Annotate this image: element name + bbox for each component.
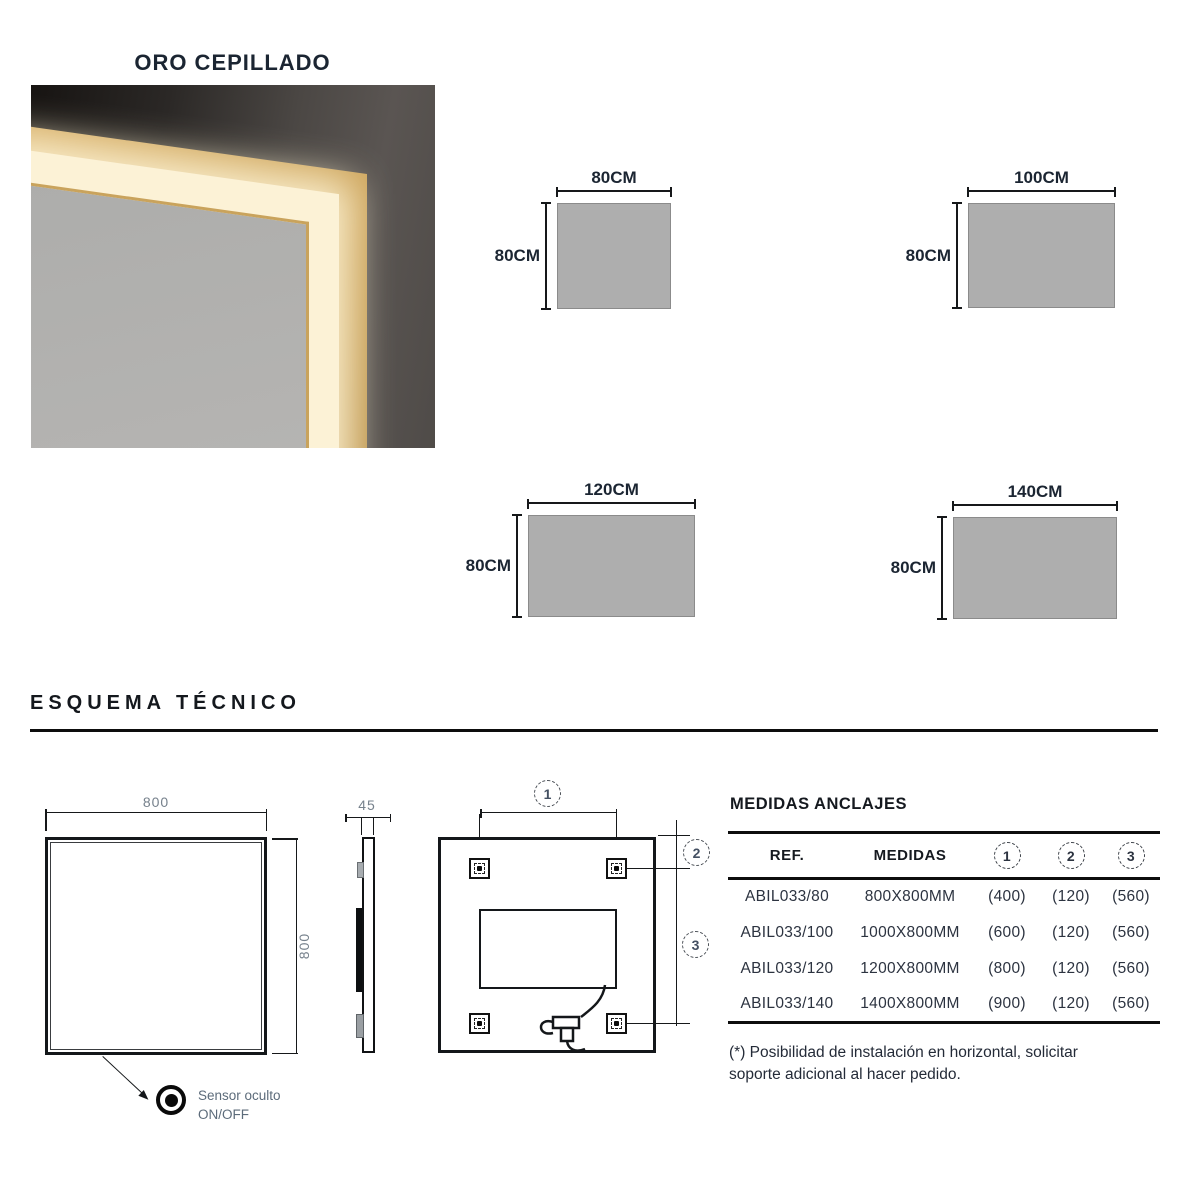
callout-3 <box>682 931 709 958</box>
mirror-outline <box>528 515 695 617</box>
col-ref: REF. <box>769 847 805 864</box>
side-mount-rail <box>356 908 362 992</box>
side-depth-dimension-line <box>345 817 391 818</box>
anchor-table <box>728 831 1160 1024</box>
side-extension-line <box>361 818 362 835</box>
front-width-value: 800 <box>142 794 170 810</box>
col-3 <box>1102 833 1160 879</box>
col-medidas: MEDIDAS <box>873 847 947 864</box>
right-dimension-line <box>676 820 677 1026</box>
height-dimension-line <box>956 203 958 308</box>
cell-ref: ABIL033/120 <box>740 959 834 977</box>
cell-d2: (120) <box>1052 994 1090 1012</box>
height-dimension-line <box>516 515 518 617</box>
col-1-circle: 1 <box>994 842 1021 869</box>
table-row <box>728 915 1160 951</box>
width-label: 120CM <box>584 480 639 499</box>
power-cable-and-plug <box>515 983 625 1055</box>
front-width-dimension-line <box>45 812 267 813</box>
callout-2-number: 2 <box>692 844 701 861</box>
cell-ref: ABIL033/80 <box>744 888 829 906</box>
height-label: 80CM <box>494 246 540 265</box>
side-bracket-bottom <box>356 1014 364 1038</box>
cell-medidas: 1000X800MM <box>860 923 960 941</box>
cell-d2: (120) <box>1052 923 1090 941</box>
product-photo <box>31 85 435 448</box>
footnote-line2: soporte adicional al hacer pedido. <box>729 1066 961 1083</box>
cell-d2: (120) <box>1052 959 1090 977</box>
mirror-outline <box>557 203 671 309</box>
callout-1 <box>534 780 561 807</box>
footnote-line1: (*) Posibilidad de instalación en horizontal, solicitar <box>729 1044 1078 1061</box>
anchor-point <box>469 858 490 879</box>
cell-d3: (560) <box>1112 994 1150 1012</box>
cell-d3: (560) <box>1112 888 1150 906</box>
cell-d1: (400) <box>988 888 1026 906</box>
cell-medidas: 1400X800MM <box>860 994 960 1012</box>
sensor-label-line2: ON/OFF <box>198 1107 249 1122</box>
side-extension-line <box>373 818 374 835</box>
cell-ref: ABIL033/140 <box>740 994 834 1012</box>
height-label: 80CM <box>905 245 951 265</box>
height-label: 80CM <box>890 558 936 577</box>
anchor-table-title: MEDIDAS ANCLAJES <box>730 795 907 813</box>
mirror-outline <box>968 203 1115 308</box>
table-row <box>728 987 1160 1023</box>
cell-medidas: 800X800MM <box>864 888 956 906</box>
cell-d3: (560) <box>1112 959 1150 977</box>
table-header-row <box>728 833 1160 879</box>
width-dimension-line <box>528 502 695 504</box>
mirror-corner <box>31 124 367 448</box>
callout-2 <box>683 839 710 866</box>
width-dimension-line <box>557 190 671 192</box>
table-row <box>728 879 1160 915</box>
callout-3-number: 3 <box>691 936 700 953</box>
col-2 <box>1040 833 1102 879</box>
table-footnote <box>729 1042 1199 1086</box>
section-title: ESQUEMA TÉCNICO <box>30 692 301 714</box>
col-3-circle: 3 <box>1118 842 1145 869</box>
sensor-leader-arrow <box>102 1056 147 1098</box>
side-bracket-top <box>357 862 364 878</box>
section-divider <box>30 729 1158 732</box>
sensor-icon <box>156 1085 186 1115</box>
callout-1-number: 1 <box>543 785 552 802</box>
right-dimension-tick <box>627 1023 690 1024</box>
front-height-value: 800 <box>296 932 312 960</box>
right-dimension-tick <box>627 868 690 869</box>
finish-title: ORO CEPILLADO <box>134 50 331 75</box>
anchor-point <box>606 858 627 879</box>
cell-d3: (560) <box>1112 923 1150 941</box>
width-label: 140CM <box>1007 482 1063 501</box>
sensor-label <box>198 1086 281 1124</box>
cell-d1: (800) <box>988 959 1026 977</box>
cell-d1: (600) <box>988 923 1026 941</box>
anchor-spacing-dimension-line <box>480 812 617 813</box>
cell-ref: ABIL033/100 <box>740 923 834 941</box>
cell-d1: (900) <box>988 994 1026 1012</box>
col-1 <box>974 833 1040 879</box>
table-row <box>728 951 1160 987</box>
height-dimension-line <box>941 517 943 619</box>
height-label: 80CM <box>465 556 511 575</box>
col-2-circle: 2 <box>1058 842 1085 869</box>
height-dimension-line <box>545 203 547 309</box>
front-view-outline <box>45 837 267 1055</box>
sensor-label-line1: Sensor oculto <box>198 1088 281 1103</box>
front-view-inner-frame <box>50 842 262 1050</box>
cell-medidas: 1200X800MM <box>860 959 960 977</box>
sensor-dot-icon <box>165 1094 178 1107</box>
width-label: 100CM <box>1014 168 1069 187</box>
mirror-glass <box>31 180 309 448</box>
mirror-outline <box>953 517 1117 619</box>
right-dimension-tick <box>658 835 690 836</box>
side-depth-value: 45 <box>358 797 376 813</box>
width-dimension-line <box>968 190 1115 192</box>
width-dimension-line <box>953 504 1117 506</box>
cell-d2: (120) <box>1052 888 1090 906</box>
width-label: 80CM <box>591 168 637 187</box>
junction-box <box>479 909 617 989</box>
anchor-point <box>469 1013 490 1034</box>
